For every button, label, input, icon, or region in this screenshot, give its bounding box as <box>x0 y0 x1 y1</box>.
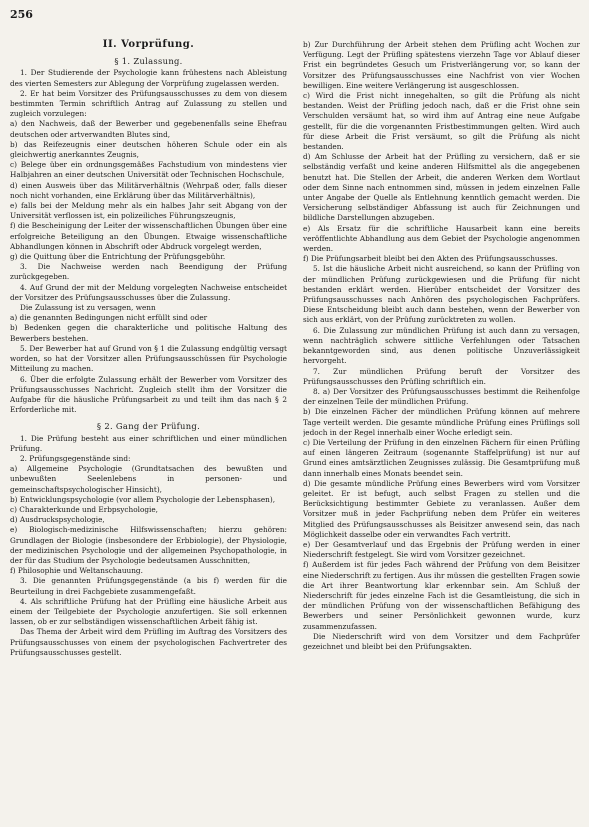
left-paragraph: 6. Über die erfolgte Zulassung erhält der Bewerber vom Vorsitzer des Prüfungsausschusses Nachricht. Zugleich stellt ihm der Vorsitzer die Aufgabe für die häusliche Prüfungsarbeit zu und teilt ihm das nach § 2 Erforderliche mit. <box>10 374 287 415</box>
section-title: II. Vorprüfung. <box>102 39 195 50</box>
left-paragraph: d) einen Ausweis über das Militärverhältnis (Wehrpaß oder, falls dieser noch nicht vorhanden, eine Erklärung über das Militärverhältnis), <box>10 180 287 200</box>
right-paragraph: e) Der Gesamtverlauf und das Ergebnis der Prüfung werden in einer Niederschrift festgelegt. Sie wird vom Vorsitzer gezeichnet. <box>303 539 580 560</box>
right-column <box>303 40 580 820</box>
right-paragraph: e) Als Ersatz für die schriftliche Hausarbeit kann eine bereits veröffentlichte Abhandlung aus dem Gebiet der Psychologie angenommen werden. <box>303 223 580 254</box>
subsection-heading-1: § 1. Zulassung. <box>114 56 183 67</box>
right-paragraph: c) Die Verteilung der Prüfung in den einzelnen Fächern für einen Prüfling auf einen längeren Zeitraum (sogenannte Staffelprüfung) ist nur auf Grund eines amtsärztlichen Zeugnisses zulässig. Die Gesamtprüfung muß dann innerhalb eines Monats beendet sein. <box>303 437 580 478</box>
left-paragraph: 2. Er hat beim Vorsitzer des Prüfungsausschusses zu dem von diesem bestimmten Termin schriftlich Antrag auf Zulassung zu stellen und zugleich vorzulegen: <box>10 88 287 119</box>
left-paragraph: f) Philosophie und Weltanschauung. <box>10 566 143 576</box>
left-paragraph: 4. Als schriftliche Prüfung hat der Prüfling eine häusliche Arbeit aus einem der Teilgebiete der Psychologie anzufertigen. Sie soll erkennen lassen, ob er zur selbständigen wissenschaftlichen Arbeit fähig ist. <box>10 596 287 627</box>
right-paragraph: 7. Zur mündlichen Prüfung beruft der Vorsitzer des Prüfungsausschusses den Prüfling schriftlich ein. <box>303 366 580 386</box>
right-paragraph: c) Wird die Frist nicht innegehalten, so gilt die Prüfung als nicht bestanden. Weist der Prüfling jedoch nach, daß er die Frist ohne sein Verschulden versäumt hat, so wird ihm auf Antrag eine neue Aufgabe gestellt, für die die vorgenannten Fristbestimmungen gelten. Wird auch für diese Arbeit die Frist versäumt, so gilt die Prüfung als nicht bestanden. <box>303 91 580 152</box>
page-number: 256 <box>10 8 33 21</box>
right-paragraph: f) Die Prüfungsarbeit bleibt bei den Akten des Prüfungsausschusses. <box>303 254 558 264</box>
left-paragraph: b) Bedenken gegen die charakterliche und politische Haltung des Bewerbers bestehen. <box>10 323 287 343</box>
left-paragraph: a) den Nachweis, daß der Bewerber und gegebenenfalls seine Ehefrau deutschen oder artverwandten Blutes sind, <box>10 119 287 139</box>
right-paragraph: d) Am Schlusse der Arbeit hat der Prüfling zu versichern, daß er sie selbständig verfaßt und keine anderen Hilfsmittel als die angegebenen benutzt hat. Die Stellen der Arbeit, die anderen Werken dem Wortlaut oder dem Sinne nach entnommen sind, müssen in jedem einzelnen Falle unter Angabe der Quelle als Entlehnung kenntlich gemacht werden. Die Versicherung selbständiger Abfassung ist auch für Zeichnungen und bildliche Darstellungen abzugeben. <box>303 152 580 223</box>
right-paragraph: f) Außerdem ist für jedes Fach während der Prüfung von dem Beisitzer eine Niederschrift zu fertigen. Aus ihr müssen die gestellten Fragen sowie die Art ihrer Beantwortung klar erkennbar sein. Am Schluß der Niederschrift für jedes einzelne Fach ist die Gesamtleistung, die sich in der mündlichen Prüfung von der wissenschaftlichen Befähigung des Bewerbers und seiner Persönlichkeit gewonnen wurde, kurz zusammenzufassen. <box>303 560 580 631</box>
left-paragraph: 4. Auf Grund der mit der Meldung vorgelegten Nachweise entscheidet der Vorsitzer des Prüfungsausschusses über die Zulassung. <box>10 282 287 302</box>
right-paragraph: Die Niederschrift wird von dem Vorsitzer und dem Fachprüfer gezeichnet und bleibt bei den Prüfungsakten. <box>303 631 580 651</box>
left-paragraph: e) falls bei der Meldung mehr als ein halbes Jahr seit Abgang von der Universität verflossen ist, ein polizeiliches Führungszeugnis, <box>10 201 287 221</box>
left-paragraph: g) die Quittung über die Entrichtung der Prüfungsgebühr. <box>10 252 226 262</box>
left-paragraph: 1. Die Prüfung besteht aus einer schriftlichen und einer mündlichen Prüfung. <box>10 433 287 453</box>
left-paragraph: 1. Der Studierende der Psychologie kann frühestens nach Ableistung des vierten Semesters zur Ablegung der Vorprüfung zugelassen werden. <box>10 68 287 88</box>
left-paragraph: 3. Die Nachweise werden nach Beendigung der Prüfung zurückgegeben. <box>10 262 287 282</box>
right-paragraph: 5. Ist die häusliche Arbeit nicht ausreichend, so kann der Prüfling von der mündlichen Prüfung zurückgewiesen und die Prüfung für nicht bestanden erklärt werden. Hierüber entscheidet der Vorsitzer des Prüfungsausschusses nach Anhören des psychologischen Fachprüfers. Diese Entscheidung bleibt auch dann bestehen, wenn der Bewerber von sich aus erklärt, von der Prüfung zurücktreten zu wollen. <box>303 264 580 325</box>
right-paragraph: 8. a) Der Vorsitzer des Prüfungsausschusses bestimmt die Reihenfolge der einzelnen Teile der mündlichen Prüfung. <box>303 386 580 407</box>
left-paragraph: Die Zulassung ist zu versagen, wenn <box>20 303 156 313</box>
right-paragraph: 6. Die Zulassung zur mündlichen Prüfung ist auch dann zu versagen, wenn nachträglich schwere sittliche Verfehlungen oder Tatsachen bekanntgeworden sind, aus denen politische Unzuverlässigkeit hervorgeht. <box>303 325 580 366</box>
left-paragraph: f) die Bescheinigung der Leiter der wissenschaftlichen Übungen über eine erfolgreiche Beteiligung an den Übungen. Etwaige wissenschaftliche Abhandlungen können in Abschrift oder Abdruck vorgelegt werden, <box>10 221 287 251</box>
left-paragraph: Das Thema der Arbeit wird dem Prüfling im Auftrag des Vorsitzers des Prüfungsausschusses von einem der psychologischen Fachvertreter des Prüfungsausschusses gestellt. <box>10 627 287 657</box>
left-paragraph: a) Allgemeine Psychologie (Grundtatsachen des bewußten und unbewußten Seelenlebens in personen- und gemeinschaftspsychologischer Hinsicht), <box>10 464 287 494</box>
left-paragraph: 2. Prüfungsgegenstände sind: <box>20 453 131 463</box>
left-body-part-1 <box>10 68 287 415</box>
subsection-heading-2: § 2. Gang der Prüfung. <box>96 421 201 432</box>
left-paragraph: a) die genannten Bedingungen nicht erfüllt sind oder <box>10 313 208 323</box>
left-paragraph: b) Entwicklungspsychologie (vor allem Psychologie der Lebensphasen), <box>10 494 276 504</box>
left-paragraph: d) Ausdruckspsychologie, <box>10 515 105 525</box>
left-paragraph: 5. Der Bewerber hat auf Grund von § 1 die Zulassung endgültig versagt worden, so hat der Vorsitzer allen Prüfungsausschüssen für Psychologie Mitteilung zu machen. <box>10 343 287 374</box>
left-paragraph: c) Charakterkunde und Erbpsychologie, <box>10 504 158 514</box>
right-paragraph: b) Zur Durchführung der Arbeit stehen dem Prüfling acht Wochen zur Verfügung. Legt der Prüfling spätestens vierzehn Tage vor Ablauf dieser Frist ein begründetes Gesuch um Fristverlängerung vor, so kann der Vorsitzer des Prüfungsausschusses eine Nachfrist von vier Wochen bewilligen. Eine weitere Verlängerung ist ausgeschlossen. <box>303 40 580 90</box>
left-paragraph: e) Biologisch-medizinische Hilfswissenschaften; hierzu gehören: Grundlagen der Biologie (insbesondere der Erbbiologie), der Physiologie, der medizinischen Psychologie und der allgemeinen Psychopathologie, in der für das Studium der Psychologie bedeutsamen Ausschnitten, <box>10 525 287 565</box>
right-body <box>303 40 580 652</box>
right-paragraph: d) Die gesamte mündliche Prüfung eines Bewerbers wird vom Vorsitzer geleitet. Er ist befugt, auch selbst Fragen zu stellen und die Berücksichtigung bestimmter Gebiete zu veranlassen. Außer dem Vorsitzer muß in jeder Fachprüfung neben dem Prüfer ein weiteres Mitglied des Prüfungsausschusses als Beisitzer anwesend sein, das nach Möglichkeit dasselbe oder ein verwandtes Fach vertritt. <box>303 478 580 539</box>
left-paragraph: 3. Die genannten Prüfungsgegenstände (a bis f) werden für die Beurteilung in drei Fachgebiete zusammengefaßt. <box>10 576 287 596</box>
left-paragraph: c) Belege über ein ordnungsgemäßes Fachstudium von mindestens vier Halbjahren an einer deutschen Universität oder Technischen Hochschule, <box>10 160 287 180</box>
left-column <box>10 28 287 820</box>
left-body-part-2 <box>10 434 287 658</box>
left-paragraph: b) das Reifezeugnis einer deutschen höheren Schule oder ein als gleichwertig anerkanntes Zeugnis, <box>10 139 287 160</box>
right-paragraph: b) Die einzelnen Fächer der mündlichen Prüfung können auf mehrere Tage verteilt werden. Die gesamte mündliche Prüfung eines Prüflings soll jedoch in der Regel innerhalb einer Woche erledigt sein. <box>303 407 580 437</box>
